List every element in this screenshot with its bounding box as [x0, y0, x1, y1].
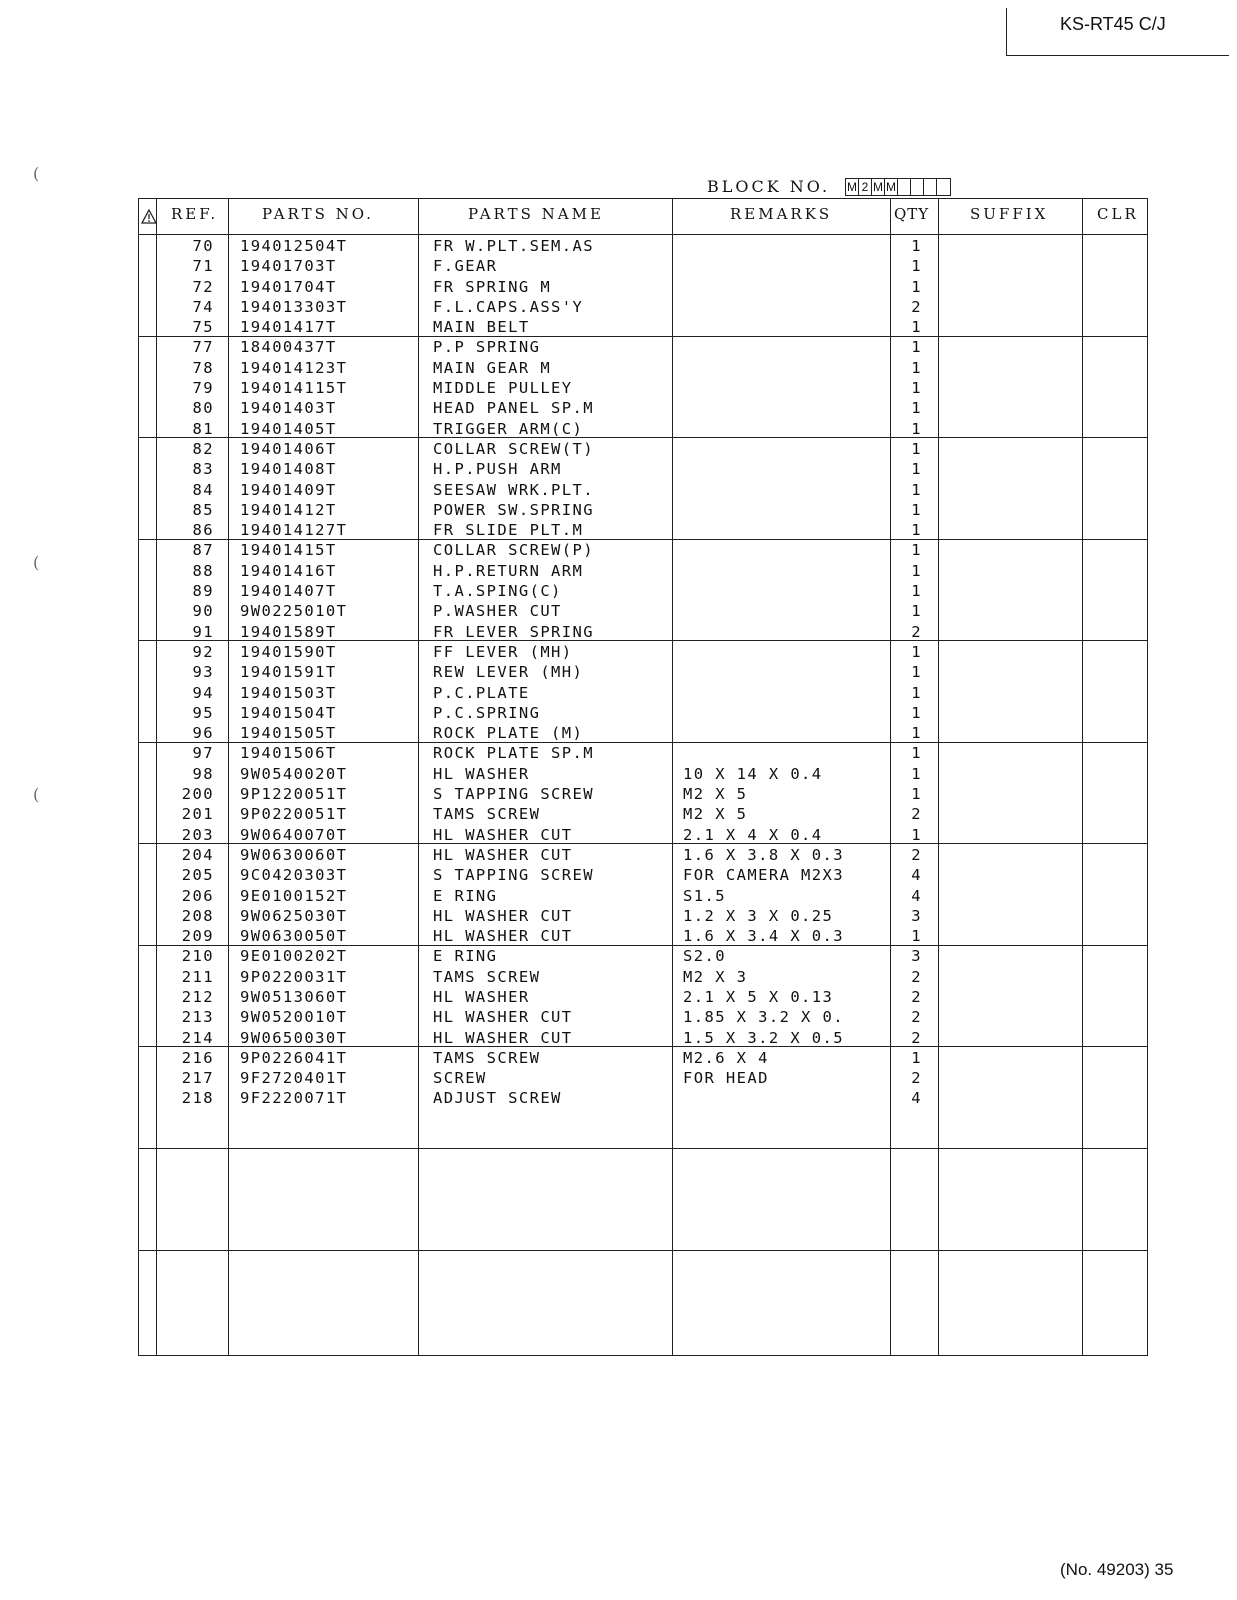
model-number: KS-RT45 C/J	[1060, 14, 1166, 34]
block-box: M	[847, 180, 857, 194]
ref-cell: 87	[192, 541, 214, 560]
parts-name-cell: HEAD PANEL SP.M	[433, 399, 594, 418]
header-divider	[138, 234, 1148, 235]
table-row	[138, 967, 1148, 987]
parts-no-cell: 19401704T	[240, 277, 337, 296]
ref-cell: 84	[192, 480, 214, 499]
ref-cell: 213	[181, 1008, 214, 1027]
parts-name-cell: HL WASHER CUT	[433, 927, 573, 946]
parts-name-cell: P.C.PLATE	[433, 683, 530, 702]
remarks-cell: 2.1 X 4 X 0.4	[683, 825, 823, 844]
parts-name-cell: HL WASHER CUT	[433, 1008, 573, 1027]
parts-name-cell: HL WASHER CUT	[433, 825, 573, 844]
parts-no-cell: 9P0226041T	[240, 1048, 348, 1067]
parts-name-cell: HL WASHER CUT	[433, 906, 573, 925]
ref-cell: 75	[192, 318, 214, 337]
parts-no-cell: 9W0540020T	[240, 764, 348, 783]
ref-cell: 216	[181, 1048, 214, 1067]
parts-name-cell: MAIN BELT	[433, 318, 530, 337]
table-row	[138, 561, 1148, 581]
table-row	[138, 439, 1148, 459]
qty-cell: 1	[911, 500, 922, 519]
table-row	[138, 297, 1148, 317]
ref-cell: 206	[181, 886, 214, 905]
parts-name-cell: FR SPRING M	[433, 277, 552, 296]
qty-cell: 1	[911, 663, 922, 682]
ref-cell: 217	[181, 1069, 214, 1088]
table-row	[138, 459, 1148, 479]
remarks-cell: FOR HEAD	[683, 1069, 769, 1088]
parts-no-cell: 194014127T	[240, 521, 348, 540]
parts-name-cell: TAMS SCREW	[433, 1048, 541, 1067]
parts-name-cell: SCREW	[433, 1069, 487, 1088]
ref-cell: 79	[192, 379, 214, 398]
table-row	[138, 622, 1148, 642]
qty-cell: 1	[911, 602, 922, 621]
ref-cell: 218	[181, 1089, 214, 1108]
table-row	[138, 723, 1148, 743]
qty-cell: 1	[911, 399, 922, 418]
qty-cell: 1	[911, 318, 922, 337]
ref-cell: 77	[192, 338, 214, 357]
parts-no-cell: 19401504T	[240, 703, 337, 722]
table-row	[138, 825, 1148, 845]
table-row	[138, 1068, 1148, 1088]
parts-no-cell: 9W0630050T	[240, 927, 348, 946]
header-clr: CLR	[1097, 205, 1139, 223]
table-row	[138, 662, 1148, 682]
qty-cell: 3	[911, 947, 922, 966]
table-row	[138, 1007, 1148, 1027]
ref-cell: 71	[192, 257, 214, 276]
ref-cell: 214	[181, 1028, 214, 1047]
remarks-cell: 1.6 X 3.4 X 0.3	[683, 927, 844, 946]
parts-no-cell: 19401703T	[240, 257, 337, 276]
qty-cell: 1	[911, 724, 922, 743]
qty-cell: 1	[911, 358, 922, 377]
ref-cell: 80	[192, 399, 214, 418]
ref-cell: 88	[192, 561, 214, 580]
table-row	[138, 520, 1148, 540]
qty-cell: 2	[911, 1028, 922, 1047]
parts-no-cell: 9W0520010T	[240, 1008, 348, 1027]
ref-cell: 82	[192, 439, 214, 458]
block-label: BLOCK NO.	[707, 177, 831, 196]
table-row	[138, 540, 1148, 560]
parts-no-cell: 19401409T	[240, 480, 337, 499]
table-row	[138, 703, 1148, 723]
parts-no-cell: 19401591T	[240, 663, 337, 682]
parts-no-cell: 18400437T	[240, 338, 337, 357]
parts-no-cell: 9E0100202T	[240, 947, 348, 966]
parts-name-cell: E RING	[433, 947, 498, 966]
parts-no-cell: 9E0100152T	[240, 886, 348, 905]
ref-cell: 92	[192, 642, 214, 661]
qty-cell: 1	[911, 277, 922, 296]
ref-cell: 200	[181, 785, 214, 804]
ref-cell: 83	[192, 460, 214, 479]
header-parts-no: PARTS NO.	[262, 205, 374, 223]
parts-no-cell: 9C0420303T	[240, 866, 348, 885]
ref-cell: 90	[192, 602, 214, 621]
parts-name-cell: MIDDLE PULLEY	[433, 379, 573, 398]
table-row	[138, 256, 1148, 276]
ref-cell: 98	[192, 764, 214, 783]
ref-cell: 97	[192, 744, 214, 763]
qty-cell: 1	[911, 561, 922, 580]
parts-no-cell: 194013303T	[240, 297, 348, 316]
qty-cell: 1	[911, 764, 922, 783]
qty-cell: 2	[911, 845, 922, 864]
ref-cell: 81	[192, 419, 214, 438]
header-remarks: REMARKS	[730, 205, 833, 223]
remarks-cell: 10 X 14 X 0.4	[683, 764, 823, 783]
ref-cell: 201	[181, 805, 214, 824]
block-box	[937, 179, 950, 195]
ref-cell: 208	[181, 906, 214, 925]
parts-no-cell: 19401503T	[240, 683, 337, 702]
header-parts-name: PARTS NAME	[468, 205, 604, 223]
parts-no-cell: 19401408T	[240, 460, 337, 479]
qty-cell: 1	[911, 379, 922, 398]
qty-cell: 1	[911, 460, 922, 479]
table-row	[138, 1088, 1148, 1108]
ref-cell: 78	[192, 358, 214, 377]
parts-name-cell: HL WASHER	[433, 987, 530, 1006]
parts-name-cell: POWER SW.SPRING	[433, 500, 594, 519]
remarks-cell: 1.85 X 3.2 X 0.	[683, 1008, 844, 1027]
block-box: M	[873, 180, 883, 194]
table-row	[138, 845, 1148, 865]
ref-cell: 91	[192, 622, 214, 641]
parts-name-cell: TAMS SCREW	[433, 967, 541, 986]
parts-name-cell: FR SLIDE PLT.M	[433, 521, 584, 540]
qty-cell: 1	[911, 582, 922, 601]
parts-name-cell: SEESAW WRK.PLT.	[433, 480, 594, 499]
parts-no-cell: 19401415T	[240, 541, 337, 560]
header-qty: QTY	[894, 205, 930, 223]
parts-name-cell: E RING	[433, 886, 498, 905]
parts-no-cell: 9F2720401T	[240, 1069, 348, 1088]
table-row	[138, 865, 1148, 885]
remarks-cell: M2 X 5	[683, 805, 748, 824]
ref-cell: 93	[192, 663, 214, 682]
parts-name-cell: T.A.SPING(C)	[433, 582, 562, 601]
qty-cell: 2	[911, 622, 922, 641]
table-row	[138, 683, 1148, 703]
parts-no-cell: 9W0625030T	[240, 906, 348, 925]
qty-cell: 3	[911, 906, 922, 925]
qty-cell: 2	[911, 1069, 922, 1088]
parts-name-cell: TAMS SCREW	[433, 805, 541, 824]
remarks-cell: S1.5	[683, 886, 726, 905]
ref-cell: 86	[192, 521, 214, 540]
block-box: 2	[859, 179, 872, 195]
table-row	[138, 236, 1148, 256]
qty-cell: 2	[911, 967, 922, 986]
table-row	[138, 398, 1148, 418]
table-row	[138, 500, 1148, 520]
margin-mark: (	[33, 553, 40, 572]
qty-cell: 1	[911, 744, 922, 763]
parts-no-cell: 194014123T	[240, 358, 348, 377]
table-row	[138, 926, 1148, 946]
table-row	[138, 317, 1148, 337]
parts-name-cell: F.L.CAPS.ASS'Y	[433, 297, 584, 316]
parts-no-cell: 19401407T	[240, 582, 337, 601]
remarks-cell: 2.1 X 5 X 0.13	[683, 987, 834, 1006]
qty-cell: 1	[911, 1048, 922, 1067]
ref-cell: 96	[192, 724, 214, 743]
parts-name-cell: TRIGGER ARM(C)	[433, 419, 584, 438]
parts-name-cell: FF LEVER (MH)	[433, 642, 573, 661]
block-box	[898, 179, 911, 195]
page-footer: (No. 49203) 35	[1060, 1560, 1174, 1579]
table-row	[138, 784, 1148, 804]
qty-cell: 1	[911, 927, 922, 946]
parts-no-cell: 9P0220031T	[240, 967, 348, 986]
block-number-boxes	[845, 178, 951, 196]
qty-cell: 1	[911, 541, 922, 560]
table-row	[138, 358, 1148, 378]
ref-cell: 203	[181, 825, 214, 844]
parts-name-cell: H.P.PUSH ARM	[433, 460, 562, 479]
parts-no-cell: 194014115T	[240, 379, 348, 398]
parts-no-cell: 19401417T	[240, 318, 337, 337]
parts-name-cell: F.GEAR	[433, 257, 498, 276]
table-row	[138, 378, 1148, 398]
parts-rows	[138, 236, 1148, 1109]
qty-cell: 1	[911, 642, 922, 661]
parts-no-cell: 9P1220051T	[240, 785, 348, 804]
qty-cell: 1	[911, 480, 922, 499]
parts-name-cell: COLLAR SCREW(P)	[433, 541, 594, 560]
ref-cell: 95	[192, 703, 214, 722]
parts-name-cell: COLLAR SCREW(T)	[433, 439, 594, 458]
qty-cell: 2	[911, 297, 922, 316]
table-row	[138, 601, 1148, 621]
ref-cell: 94	[192, 683, 214, 702]
ref-cell: 205	[181, 866, 214, 885]
table-row	[138, 480, 1148, 500]
group-divider	[138, 1250, 1148, 1251]
table-row	[138, 886, 1148, 906]
parts-no-cell: 19401412T	[240, 500, 337, 519]
qty-cell: 2	[911, 1008, 922, 1027]
table-row	[138, 277, 1148, 297]
parts-no-cell: 9W0225010T	[240, 602, 348, 621]
remarks-cell: S2.0	[683, 947, 726, 966]
qty-cell: 2	[911, 805, 922, 824]
block-box	[924, 179, 937, 195]
table-row	[138, 337, 1148, 357]
table-row	[138, 906, 1148, 926]
remarks-cell: M2 X 3	[683, 967, 748, 986]
qty-cell: 1	[911, 785, 922, 804]
parts-name-cell: P.P SPRING	[433, 338, 541, 357]
header-suffix: SUFFIX	[970, 205, 1049, 223]
header-ref: REF.	[171, 205, 219, 223]
ref-cell: 204	[181, 845, 214, 864]
parts-name-cell: HL WASHER CUT	[433, 1028, 573, 1047]
parts-name-cell: H.P.RETURN ARM	[433, 561, 584, 580]
parts-no-cell: 9P0220051T	[240, 805, 348, 824]
qty-cell: 4	[911, 866, 922, 885]
qty-cell: 1	[911, 338, 922, 357]
remarks-cell: M2.6 X 4	[683, 1048, 769, 1067]
parts-name-cell: MAIN GEAR M	[433, 358, 552, 377]
qty-cell: 1	[911, 703, 922, 722]
table-row	[138, 581, 1148, 601]
parts-no-cell: 9F2220071T	[240, 1089, 348, 1108]
parts-name-cell: HL WASHER CUT	[433, 845, 573, 864]
parts-name-cell: FR LEVER SPRING	[433, 622, 594, 641]
parts-no-cell: 19401506T	[240, 744, 337, 763]
parts-name-cell: HL WASHER	[433, 764, 530, 783]
ref-cell: 212	[181, 987, 214, 1006]
parts-no-cell: 19401406T	[240, 439, 337, 458]
remarks-cell: 1.5 X 3.2 X 0.5	[683, 1028, 844, 1047]
parts-no-cell: 19401589T	[240, 622, 337, 641]
qty-cell: 1	[911, 521, 922, 540]
parts-name-cell: FR W.PLT.SEM.AS	[433, 237, 594, 255]
table-row	[138, 804, 1148, 824]
table-row	[138, 987, 1148, 1007]
ref-cell: 89	[192, 582, 214, 601]
table-row	[138, 419, 1148, 439]
remarks-cell: 1.6 X 3.8 X 0.3	[683, 845, 844, 864]
parts-no-cell: 9W0650030T	[240, 1028, 348, 1047]
parts-no-cell: 19401416T	[240, 561, 337, 580]
table-row	[138, 642, 1148, 662]
ref-cell: 211	[181, 967, 214, 986]
parts-no-cell: 194012504T	[240, 237, 348, 255]
parts-name-cell: P.WASHER CUT	[433, 602, 562, 621]
parts-name-cell: S TAPPING SCREW	[433, 866, 594, 885]
ref-cell: 72	[192, 277, 214, 296]
parts-name-cell: ROCK PLATE SP.M	[433, 744, 594, 763]
ref-cell: 70	[192, 237, 214, 255]
qty-cell: 4	[911, 886, 922, 905]
table-row	[138, 743, 1148, 763]
remarks-cell: FOR CAMERA M2X3	[683, 866, 844, 885]
parts-name-cell: REW LEVER (MH)	[433, 663, 584, 682]
table-row	[138, 1028, 1148, 1048]
parts-name-cell: S TAPPING SCREW	[433, 785, 594, 804]
ref-cell: 85	[192, 500, 214, 519]
qty-cell: 4	[911, 1089, 922, 1108]
table-row	[138, 946, 1148, 966]
table-row	[138, 1048, 1148, 1068]
qty-cell: 1	[911, 419, 922, 438]
qty-cell: 2	[911, 987, 922, 1006]
qty-cell: 1	[911, 237, 922, 255]
warning-triangle-icon	[141, 209, 157, 224]
parts-no-cell: 9W0513060T	[240, 987, 348, 1006]
parts-name-cell: ADJUST SCREW	[433, 1089, 562, 1108]
parts-no-cell: 19401405T	[240, 419, 337, 438]
parts-no-cell: 19401403T	[240, 399, 337, 418]
remarks-cell: M2 X 5	[683, 785, 748, 804]
block-box	[911, 179, 924, 195]
qty-cell: 1	[911, 257, 922, 276]
parts-no-cell: 19401590T	[240, 642, 337, 661]
parts-no-cell: 9W0630060T	[240, 845, 348, 864]
parts-no-cell: 9W0640070T	[240, 825, 348, 844]
block-box: M	[886, 180, 896, 194]
table-row	[138, 764, 1148, 784]
parts-name-cell: ROCK PLATE (M)	[433, 724, 584, 743]
ref-cell: 210	[181, 947, 214, 966]
group-divider	[138, 1148, 1148, 1149]
qty-cell: 1	[911, 825, 922, 844]
remarks-cell: 1.2 X 3 X 0.25	[683, 906, 834, 925]
margin-mark: (	[33, 164, 40, 183]
ref-cell: 209	[181, 927, 214, 946]
parts-name-cell: P.C.SPRING	[433, 703, 541, 722]
qty-cell: 1	[911, 439, 922, 458]
ref-cell: 74	[192, 297, 214, 316]
qty-cell: 1	[911, 683, 922, 702]
margin-mark: (	[33, 785, 40, 804]
parts-no-cell: 19401505T	[240, 724, 337, 743]
